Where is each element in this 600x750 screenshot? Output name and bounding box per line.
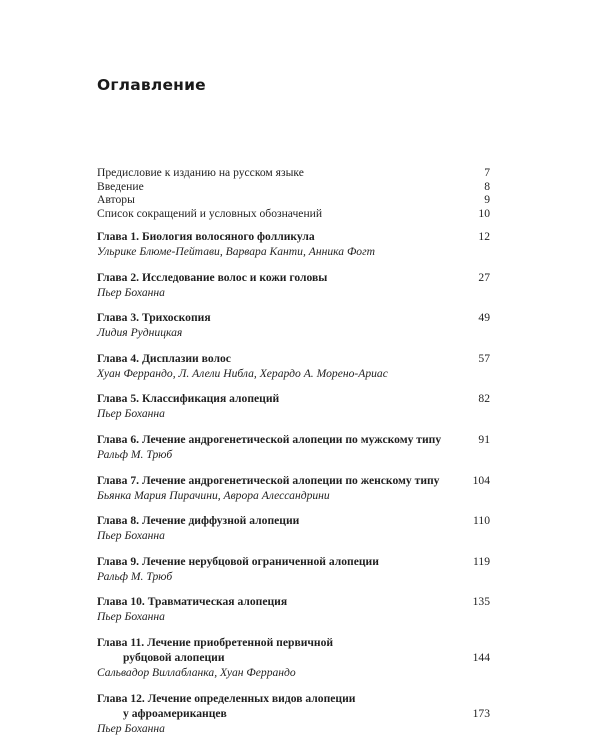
chapter-authors: Пьер Боханна bbox=[97, 285, 165, 299]
chapter-heading bbox=[97, 594, 490, 609]
chapter-title bbox=[97, 473, 439, 488]
front-matter bbox=[97, 166, 490, 220]
chapter-page: 144 bbox=[472, 650, 490, 664]
chapter-title-line2: у афроамериканцев bbox=[123, 706, 227, 720]
chapter-page: 110 bbox=[473, 514, 490, 528]
chapter-entry[interactable] bbox=[97, 594, 490, 624]
chapter-title-text: Исследование волос и кожи головы bbox=[141, 270, 328, 284]
chapter-page: 57 bbox=[478, 351, 490, 365]
toc-entry[interactable] bbox=[97, 166, 490, 180]
chapter-page: 104 bbox=[472, 473, 490, 487]
chapter-page: 82 bbox=[478, 392, 490, 406]
chapter-authors: Ульрике Блюме-Пейтави, Варвара Канти, Анника Фогт bbox=[97, 245, 375, 258]
chapter-prefix: Глава 3. bbox=[97, 311, 140, 325]
chapter-prefix: Глава 4. bbox=[97, 351, 140, 365]
chapter-entry[interactable] bbox=[97, 513, 490, 543]
chapter-page: 27 bbox=[478, 270, 490, 284]
chapter-entry[interactable] bbox=[97, 554, 490, 584]
chapter-page: 12 bbox=[478, 230, 490, 243]
chapter-prefix: Глава 8. bbox=[97, 514, 140, 528]
chapter-authors: Пьер Боханна bbox=[97, 610, 165, 624]
chapter-entry[interactable] bbox=[97, 691, 490, 736]
chapter-authors: Ральф М. Трюб bbox=[97, 447, 173, 461]
chapter-heading bbox=[97, 351, 490, 366]
chapter-title-line2: рубцовой алопеции bbox=[123, 650, 225, 664]
page-title: Оглавление bbox=[97, 76, 206, 94]
chapter-heading bbox=[97, 229, 490, 244]
chapter-page: 49 bbox=[478, 311, 490, 325]
chapter-heading bbox=[97, 310, 490, 325]
chapter-authors: Пьер Боханна bbox=[97, 529, 165, 543]
chapter-title bbox=[97, 594, 287, 609]
chapter-title-text: Лечение андрогенетической алопеции по мужскому типу bbox=[141, 432, 442, 446]
chapter-title bbox=[97, 351, 231, 366]
chapter-title bbox=[97, 635, 333, 665]
chapter-title bbox=[97, 513, 299, 528]
chapter-prefix: Глава 10. bbox=[97, 595, 145, 609]
chapter-title bbox=[97, 391, 279, 406]
chapter-title-text: Лечение определенных видов алопеции bbox=[147, 691, 356, 705]
toc-entry-page: 8 bbox=[484, 179, 490, 193]
table-of-contents bbox=[97, 166, 490, 736]
chapter-prefix: Глава 1. bbox=[97, 230, 140, 243]
chapter-title-text: Лечение нерубцовой ограниченной алопеции bbox=[141, 554, 379, 568]
chapter-title-text: Лечение диффузной алопеции bbox=[141, 514, 300, 528]
toc-entry-page: 9 bbox=[484, 193, 490, 206]
chapter-entry[interactable] bbox=[97, 351, 490, 381]
chapter-authors: Сальвадор Виллабланка, Хуан Феррандо bbox=[97, 665, 296, 679]
chapter-title bbox=[97, 270, 327, 285]
chapter-title bbox=[97, 310, 211, 325]
chapter-title-text: Трихоскопия bbox=[141, 311, 211, 325]
chapter-entry[interactable] bbox=[97, 270, 490, 300]
chapter-heading bbox=[97, 270, 490, 285]
chapter-entry[interactable] bbox=[97, 310, 490, 340]
chapter-heading bbox=[97, 513, 490, 528]
chapter-page: 91 bbox=[478, 432, 490, 446]
chapter-page: 119 bbox=[473, 554, 490, 568]
chapter-entry[interactable] bbox=[97, 635, 490, 680]
toc-entry[interactable] bbox=[97, 180, 490, 194]
toc-entry-page: 7 bbox=[484, 166, 490, 179]
chapter-title-text: Лечение приобретенной первичной bbox=[147, 635, 334, 649]
chapter-authors: Бьянка Мария Пирачини, Аврора Алессандрини bbox=[97, 488, 330, 502]
toc-entry[interactable] bbox=[97, 207, 490, 221]
chapter-prefix: Глава 7. bbox=[97, 473, 140, 487]
chapter-title-text: Биология волосяного фолликула bbox=[141, 230, 315, 243]
chapter-entry[interactable] bbox=[97, 473, 490, 503]
chapter-prefix: Глава 2. bbox=[97, 270, 140, 284]
toc-entry-label: Предисловие к изданию на русском языке bbox=[97, 166, 304, 179]
chapter-title bbox=[97, 229, 315, 244]
chapter-heading bbox=[97, 554, 490, 569]
chapter-heading bbox=[97, 391, 490, 406]
chapter-prefix: Глава 5. bbox=[97, 392, 140, 406]
chapter-authors: Пьер Боханна bbox=[97, 407, 165, 421]
chapter-title bbox=[97, 691, 355, 721]
chapter-title-text: Классификация алопеций bbox=[141, 392, 280, 406]
chapter-entry[interactable] bbox=[97, 432, 490, 462]
toc-entry-label: Введение bbox=[97, 179, 144, 193]
toc-entry-label: Авторы bbox=[97, 193, 135, 206]
chapter-prefix: Глава 12. bbox=[97, 691, 145, 705]
toc-entry-label: Список сокращений и условных обозначений bbox=[97, 206, 323, 220]
chapter-prefix: Глава 6. bbox=[97, 432, 140, 446]
chapter-title-text: Травматическая алопеция bbox=[147, 595, 288, 609]
chapter-title bbox=[97, 554, 379, 569]
chapter-prefix: Глава 11. bbox=[97, 635, 145, 649]
chapter-heading bbox=[97, 432, 490, 447]
chapter-heading bbox=[97, 691, 490, 721]
chapter-authors: Хуан Феррандо, Л. Алели Нибла, Херардо А. Морено-Ариас bbox=[97, 366, 388, 380]
chapter-heading bbox=[97, 635, 490, 665]
chapter-authors: Лидия Рудницкая bbox=[97, 326, 183, 340]
chapter-authors: Пьер Боханна bbox=[97, 721, 165, 735]
chapter-page: 135 bbox=[472, 595, 490, 609]
chapter-entry[interactable] bbox=[97, 391, 490, 421]
toc-entry[interactable] bbox=[97, 193, 490, 207]
chapter-entry[interactable] bbox=[97, 229, 490, 259]
chapter-title-text: Лечение андрогенетической алопеции по женскому типу bbox=[141, 473, 440, 487]
toc-entry-page: 10 bbox=[478, 206, 490, 220]
chapter-heading bbox=[97, 473, 490, 488]
chapter-page: 173 bbox=[472, 706, 490, 720]
chapter-authors: Ральф М. Трюб bbox=[97, 569, 173, 583]
chapter-prefix: Глава 9. bbox=[97, 554, 140, 568]
chapter-title-text: Дисплазии волос bbox=[141, 351, 231, 365]
chapter-title bbox=[97, 432, 441, 447]
chapter-list bbox=[97, 229, 490, 736]
